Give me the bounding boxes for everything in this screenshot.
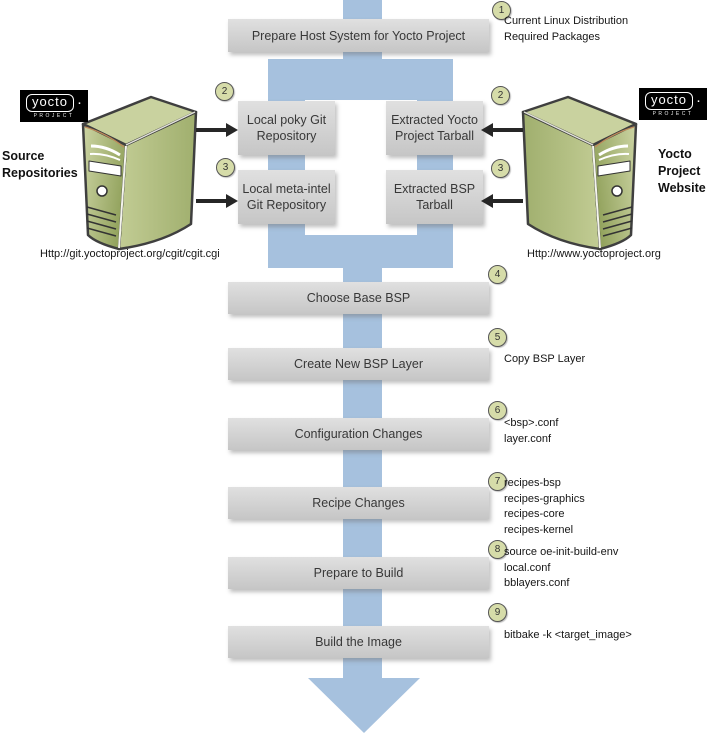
callout-line: layer.conf bbox=[504, 432, 552, 445]
callout-line: recipes-bsp bbox=[504, 477, 561, 489]
callout-line: Current Linux Distribution bbox=[504, 15, 629, 27]
source-repositories-label: Source Repositories bbox=[2, 149, 78, 180]
yocto-wordmark bbox=[26, 94, 82, 112]
callout-line: recipes-graphics bbox=[504, 492, 585, 505]
yocto-website-url: Http://www.yoctoproject.org bbox=[527, 248, 661, 260]
callout-line: Copy BSP Layer bbox=[504, 353, 586, 365]
step-box-create-bsp-layer: Create New BSP Layer bbox=[228, 348, 489, 380]
callout-line: bblayers.conf bbox=[504, 577, 570, 589]
step-marker-1: 1 bbox=[492, 1, 511, 20]
step-box-prepare-to-build: Prepare to Build bbox=[228, 557, 489, 589]
server-icon-source-repositories bbox=[76, 92, 201, 255]
yocto-website-label: Yocto Project Website bbox=[658, 147, 706, 195]
step-marker-3-right: 3 bbox=[491, 159, 510, 178]
callout-line: <bsp>.conf bbox=[504, 417, 559, 429]
callout-step-6 bbox=[504, 416, 558, 447]
callout-step-7 bbox=[504, 476, 585, 538]
callout-step-1 bbox=[504, 14, 628, 45]
repo-box-local-meta-intel: Local meta-intel Git Repository bbox=[238, 170, 335, 224]
callout-line: bitbake -k <target_image> bbox=[504, 629, 632, 641]
step-box-choose-base-bsp: Choose Base BSP bbox=[228, 282, 489, 314]
arrow-website-to-yocto-tarball-icon bbox=[481, 123, 523, 137]
callout-step-8 bbox=[504, 545, 618, 592]
arrow-website-to-bsp-tarball-icon bbox=[481, 194, 523, 208]
yocto-wordmark-dot: · bbox=[77, 93, 83, 111]
callout-line: local.conf bbox=[504, 561, 551, 574]
step-box-build-the-image: Build the Image bbox=[228, 626, 489, 658]
yocto-wordmark bbox=[645, 92, 701, 110]
callout-line: Required Packages bbox=[504, 30, 601, 43]
step-box-recipe-changes: Recipe Changes bbox=[228, 487, 489, 519]
repo-box-extracted-bsp: Extracted BSP Tarball bbox=[386, 170, 483, 224]
step-box-prepare-host: Prepare Host System for Yocto Project bbox=[228, 19, 489, 52]
step-marker-6: 6 bbox=[488, 401, 507, 420]
step-marker-4: 4 bbox=[488, 265, 507, 284]
flow-down-arrowhead-icon bbox=[308, 678, 420, 733]
callout-step-9 bbox=[504, 628, 632, 644]
yocto-wordmark-dot: · bbox=[696, 91, 702, 109]
yocto-project-subtitle: PROJECT bbox=[33, 112, 75, 119]
callout-step-5 bbox=[504, 352, 585, 368]
repo-box-extracted-yocto: Extracted Yocto Project Tarball bbox=[386, 101, 483, 155]
yocto-wordmark-text: yocto bbox=[645, 92, 693, 110]
step-marker-3-left: 3 bbox=[216, 158, 235, 177]
step-marker-2-left: 2 bbox=[215, 82, 234, 101]
step-box-configuration-changes: Configuration Changes bbox=[228, 418, 489, 450]
git-repository-url: Http://git.yoctoproject.org/cgit/cgit.cgi bbox=[40, 248, 220, 260]
step-marker-8: 8 bbox=[488, 540, 507, 559]
yocto-logo-left bbox=[20, 90, 88, 122]
arrow-server-to-poky-icon bbox=[196, 123, 238, 137]
arrow-server-to-meta-intel-icon bbox=[196, 194, 238, 208]
step-marker-9: 9 bbox=[488, 603, 507, 622]
step-marker-2-right: 2 bbox=[491, 86, 510, 105]
flow-arrow-shaft-main bbox=[343, 267, 382, 679]
callout-line: recipes-core bbox=[504, 508, 565, 520]
callout-line: recipes-kernel bbox=[504, 523, 574, 536]
repo-box-local-poky: Local poky Git Repository bbox=[238, 101, 335, 155]
callout-line: source oe-init-build-env bbox=[504, 546, 619, 558]
step-marker-5: 5 bbox=[488, 328, 507, 347]
yocto-logo-right bbox=[639, 88, 707, 120]
yocto-project-subtitle: PROJECT bbox=[652, 110, 694, 117]
flow-arrow-loop bbox=[268, 59, 453, 268]
yocto-wordmark-text: yocto bbox=[26, 94, 74, 112]
server-icon-yocto-website bbox=[518, 92, 643, 255]
step-marker-7: 7 bbox=[488, 472, 507, 491]
